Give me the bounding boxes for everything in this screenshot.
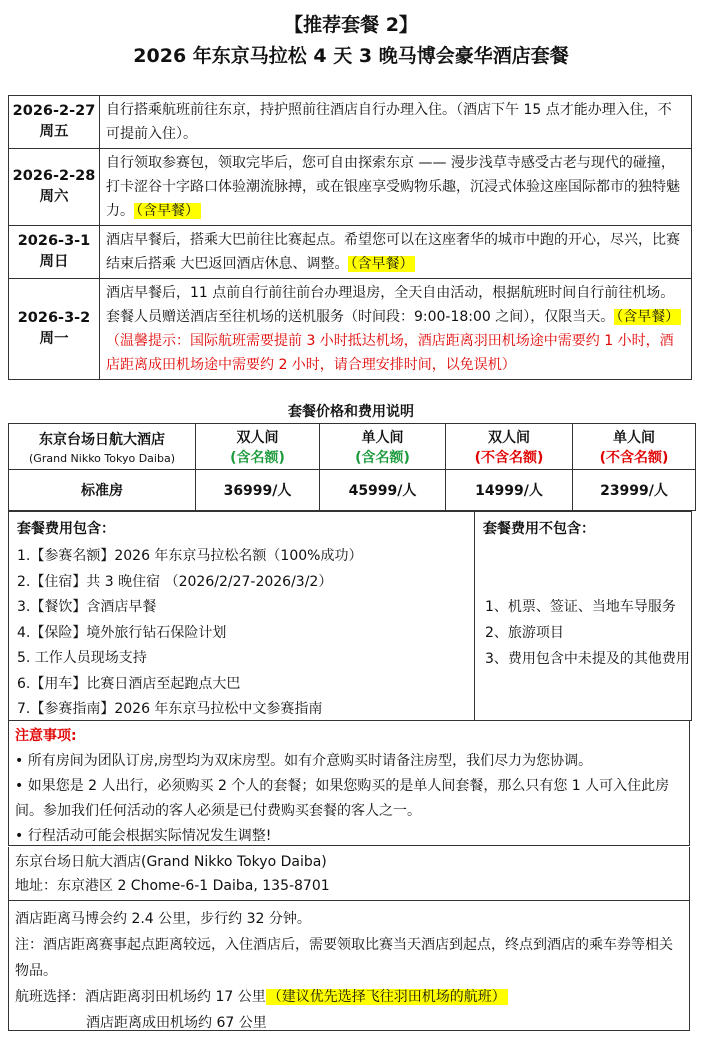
note-item: • 行程活动可能会根据实际情况发生调整! [15,828,272,844]
itinerary-row [9,226,692,279]
notes-section [8,720,690,846]
price-value: 14999/人 [446,470,573,511]
notes-title: 注意事项: [15,728,77,744]
list-item: 6.【用车】比赛日酒店至起跑点大巴 [17,675,241,692]
itinerary-description [100,149,692,226]
date-text: 2026-3-2 [17,310,91,326]
breakfast-badge: （含早餐） [616,309,680,325]
price-section-title: 套餐价格和费用说明 [288,404,414,420]
itinerary-text: 自行搭乘航班前往东京，持护照前往酒店自行办理入住。（酒店下午 15 点才能办理入住，不可提前入住）。 [106,102,672,142]
hotel-name-cn: 东京台场日航大酒店 [39,431,165,448]
distance-info [8,901,690,1031]
breakfast-badge: （含早餐） [350,256,414,272]
excluded-title: 套餐费用不包含： [483,521,595,537]
room-type-cell [196,424,320,470]
list-item: 1、机票、签证、当地车导服务 [485,599,676,615]
airport-warning: （温馨提示：国际航班需要提前 3 小时抵达机场，酒店距离羽田机场途中需要约 1 小时，酒店距离成田机场途中需要约 2 小时，请合理安排时间，以免误机） [106,333,674,373]
weekday-text: 周五 [39,124,69,140]
price-value: 36999/人 [196,470,320,511]
date-text: 2026-2-27 [12,103,96,119]
date-text: 2026-2-28 [12,168,96,184]
flight-choice [15,984,683,1010]
hotel-address: 地址：东京港区 2 Chome-6-1 Daiba, 135-8701 [15,878,330,894]
package-tag: 【推荐套餐 2】 [284,14,418,36]
weekday-text: 周一 [39,331,69,347]
price-value: 23999/人 [573,470,696,511]
hotel-name: 东京台场日航大酒店(Grand Nikko Tokyo Daiba) [15,854,327,870]
room-type-cell [320,424,446,470]
itinerary-row [9,96,692,149]
haneda-distance: 酒店距离羽田机场约 17 公里 [85,989,266,1005]
start-distance-note: 注：酒店距离赛事起点距离较远，入住酒店后，需要领取比赛当天酒店到起点，终点到酒店的乘车券等相关物品。 [15,937,673,979]
itinerary-description [100,226,692,279]
itinerary-row [9,279,692,380]
quota-note: (不含名额) [474,449,544,466]
weekday-text: 周六 [39,189,69,205]
itinerary-date [9,226,100,279]
list-item: 2.【住宿】共 3 晚住宿 （2026/2/27-2026/3/2） [17,573,333,590]
room-type-cell [573,424,696,470]
included-list [9,544,474,723]
room-type-label: 双人间 [488,429,530,446]
itinerary-date [9,96,100,149]
quota-note: (含名额) [230,449,285,466]
list-item: 7.【参赛指南】2026 年东京马拉松中文参赛指南 [17,701,323,717]
price-value: 45999/人 [320,470,446,511]
list-item: 1.【参赛名额】2026 年东京马拉松名额（100%成功） [17,548,363,564]
breakfast-badge: （含早餐） [136,203,199,219]
flight-label: 航班选择： [15,989,85,1005]
itinerary-text: 酒店早餐后，搭乘大巴前往比赛起点。希望您可以在这座奢华的城市中跑的开心，尽兴，比赛结束后搭乘 大巴返回酒店休息、调整。 [106,232,680,272]
page-title: 2026 年东京马拉松 4 天 3 晚马博会豪华酒店套餐 [133,45,569,67]
fee-details [8,511,692,721]
weekday-text: 周日 [39,254,69,270]
itinerary-date [9,149,100,226]
room-type-label: 单人间 [361,429,404,446]
hotel-info [8,847,690,901]
excluded-column [475,512,691,720]
narita-distance: 酒店距离成田机场约 67 公里 [86,1015,267,1031]
price-row [9,470,696,511]
expo-distance: 酒店距离马博会约 2.4 公里，步行约 32 分钟。 [15,911,311,927]
quota-note: (不含名额) [599,449,669,466]
itinerary-description [100,96,692,149]
excluded-list [475,594,690,672]
itinerary-table [8,95,692,380]
price-table [8,423,696,511]
room-type-label: 单人间 [613,429,655,446]
itinerary-text: 酒店早餐后，11 点前自行前往前台办理退房，全天自由活动，根据航班时间自行前往机场。套餐人员赠送酒店至往机场的送机服务（时间段：9:00-18:00 之间），仅限当天。 [106,285,675,325]
itinerary-text: 自行领取参赛包，领取完毕后，您可自由探索东京 —— 漫步浅草寺感受古老与现代的碰撞，打卡涩谷十字路口体验潮流脉搏，或在银座享受购物乐趣，沉浸式体验这座国际都市的独特魅力。 [106,155,680,219]
list-item: 5. 工作人员现场支持 [17,650,147,666]
list-item: 3.【餐饮】含酒店早餐 [17,599,157,615]
list-item: 2、旅游项目 [485,625,564,641]
quota-note: (含名额) [355,449,410,466]
haneda-hint: （建议优先选择飞往羽田机场的航班） [267,989,506,1005]
itinerary-description [100,279,692,380]
note-item: • 如果您是 2 人出行，必须购买 2 个人的套餐；如果您购买的是单人间套餐，那么只有您 1 人可入住此房间。参加我们任何活动的客人必须是已付费购买套餐的客人之一。 [15,778,670,819]
room-type-label: 双人间 [236,429,279,446]
itinerary-row [9,149,692,226]
list-item: 3、费用包含中未提及的其他费用 [485,651,690,667]
note-item: • 所有房间为团队订房,房型均为双床房型。如有介意购买时请备注房型，我们尽力为您协调。 [15,753,593,769]
hotel-name-en: (Grand Nikko Tokyo Daiba) [29,451,175,465]
hotel-name-cell [9,424,196,470]
room-class-label: 标准房 [9,470,196,511]
date-text: 2026-3-1 [17,233,91,249]
room-type-cell [446,424,573,470]
itinerary-date [9,279,100,380]
included-column [9,512,475,720]
included-title: 套餐费用包含： [17,521,115,537]
list-item: 4.【保险】境外旅行钻石保险计划 [17,624,227,641]
price-header-row [9,424,696,470]
